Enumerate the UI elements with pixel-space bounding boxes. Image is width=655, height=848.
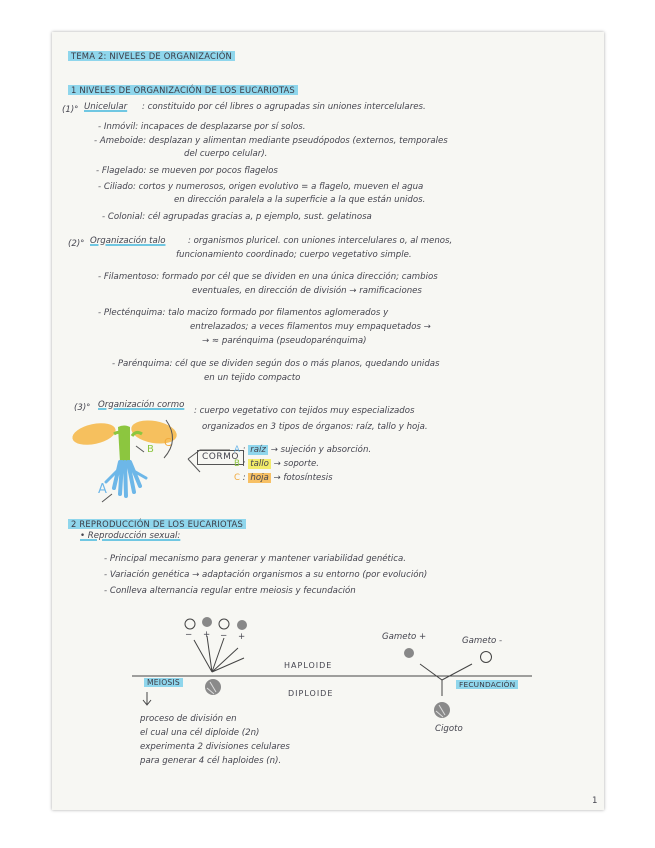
notebook-page [52, 32, 604, 810]
talo-item-2: - Plecténquima: talo macizo formado por filamentos aglomerados y [98, 308, 389, 318]
talo-item-2-cont2: → ≈ parénquima (pseudoparénquima) [202, 336, 367, 346]
unicelular-text: : constituido por cél libres o agrupadas sin uniones intercelulares. [142, 102, 426, 112]
cormo-part-hoja: C : hoja → fotosíntesis [234, 473, 333, 483]
gamete-plus-label: Gameto + [382, 632, 427, 642]
talo-item-3-cont: en un tejido compacto [204, 373, 301, 383]
unicelular-item-4: - Ciliado: cortos y numerosos, origen evolutivo = a flagelo, mueven el agua [98, 182, 424, 192]
fecundation-label: FECUNDACIÓN [456, 672, 518, 691]
section-heading-2: 2 REPRODUCCIÓN DE LOS EUCARIOTAS [68, 512, 246, 531]
meiosis-note-4: para generar 4 cél haploides (n). [140, 756, 282, 766]
meiosis-note-3: experimenta 2 divisiones celulares [140, 742, 290, 752]
talo-term: Organización talo [90, 236, 166, 246]
cormo-term: Organización cormo [98, 400, 185, 410]
zygote-label: Cigoto [435, 724, 463, 734]
talo-item-1: - Filamentoso: formado por cél que se dividen en una única dirección; cambios [98, 272, 438, 282]
reproduction-bullet-3: - Conlleva alternancia regular entre meiosis y fecundación [104, 586, 356, 596]
haploid-label: HAPLOIDE [284, 661, 333, 670]
unicelular-item-1: - Inmóvil: incapaces de desplazarse por sí solos. [98, 122, 306, 132]
sign-3: − [220, 631, 228, 641]
gamete-minus-label: Gameto - [462, 636, 503, 646]
page-title: TEMA 2: NIVELES DE ORGANIZACIÓN [68, 44, 235, 63]
cormo-box-label: CORMO [197, 450, 244, 465]
unicelular-item-5: - Colonial: cél agrupadas gracias a, p ejemplo, sust. gelatinosa [102, 212, 372, 222]
meiosis-note-1: proceso de división en [140, 714, 237, 724]
meiosis-label: MEIOSIS [144, 670, 183, 689]
cormo-label-a: A [98, 482, 107, 497]
cormo-marker: (3)° [74, 403, 91, 413]
reproduction-bullet-1: - Principal mecanismo para generar y mantener variabilidad genética. [104, 554, 407, 564]
cormo-label-b: B [147, 444, 154, 455]
unicelular-item-3: - Flagelado: se mueven por pocos flagelos [96, 166, 278, 176]
sign-4: + [238, 632, 246, 642]
cormo-text-cont: organizados en 3 tipos de órganos: raíz, tallo y hoja. [202, 422, 428, 432]
unicelular-term: Unicelular [84, 102, 128, 112]
sign-2: + [203, 630, 211, 640]
sign-1: − [185, 630, 193, 640]
page-number: 1 [592, 796, 598, 806]
talo-item-3: - Parénquima: cél que se dividen según dos o más planos, quedando unidas [112, 359, 440, 369]
unicelular-item-4-cont: en dirección paralela a la superficie a la que están unidos. [174, 195, 426, 205]
reproduction-subheading: • Reproducción sexual: [80, 531, 181, 541]
meiosis-note-2: el cual una cél diploide (2n) [140, 728, 260, 738]
cormo-text: : cuerpo vegetativo con tejidos muy especializados [194, 406, 415, 416]
talo-text-cont: funcionamiento coordinado; cuerpo vegetativo simple. [176, 250, 412, 260]
talo-text: : organismos pluricel. con uniones intercelulares o, al menos, [188, 236, 453, 246]
unicelular-item-2: - Ameboide: desplazan y alimentan mediante pseudópodos (externos, temporales [94, 136, 448, 146]
cormo-label-c: C [164, 436, 172, 449]
cormo-part-raiz: A : raíz → sujeción y absorción. [234, 445, 372, 455]
cormo-part-tallo: B : tallo → soporte. [234, 459, 319, 469]
unicelular-item-2-cont: del cuerpo celular). [184, 149, 268, 159]
section-heading-1: 1 NIVELES DE ORGANIZACIÓN DE LOS EUCARIOTAS [68, 78, 298, 97]
talo-item-2-cont: entrelazados; a veces filamentos muy empaquetados → [190, 322, 431, 332]
unicelular-marker: (1)° [62, 105, 79, 115]
diploid-label: DIPLOIDE [288, 689, 334, 698]
reproduction-bullet-2: - Variación genética → adaptación organismos a su entorno (por evolución) [104, 570, 428, 580]
talo-item-1-cont: eventuales, en dirección de división → ramificaciones [192, 286, 422, 296]
talo-marker: (2)° [68, 239, 85, 249]
